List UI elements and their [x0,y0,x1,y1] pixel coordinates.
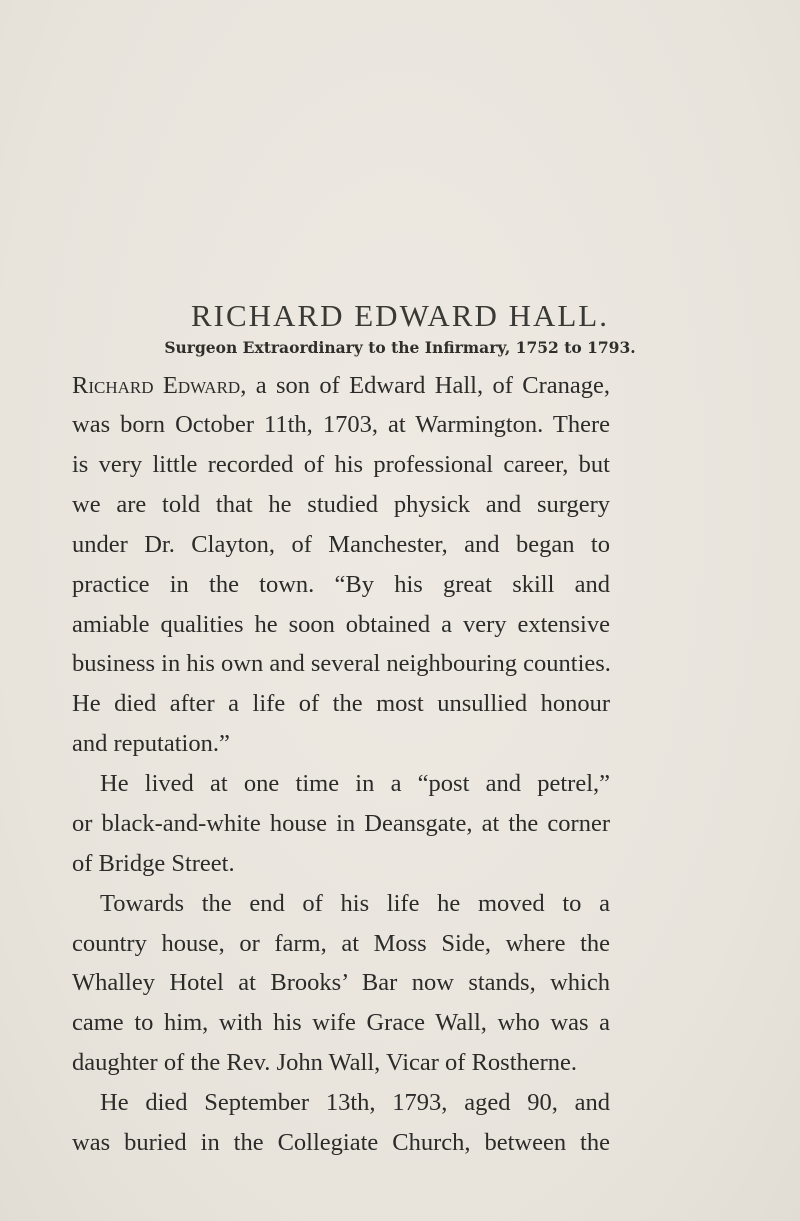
text-line: business in his own and several neighbouring counties. [72,650,611,677]
text-line: He lived at one time in a “post and petrel,” [100,770,610,797]
text-line: country house, or farm, at Moss Side, where the [72,930,610,957]
page-title: RICHARD EDWARD HALL. [190,298,609,333]
text-line: Whalley Hotel at Brooks’ Bar now stands, which [72,969,610,996]
text-line: was born October 11th, 1703, at Warmington. There [72,411,610,438]
text-line: amiable qualities he soon obtained a very extensive [72,611,610,638]
lead-name: Richard Edward, [72,372,247,399]
text-line: Towards the end of his life he moved to a [100,890,610,917]
text-line: daughter of the Rev. John Wall, Vicar of Rostherne. [72,1049,578,1076]
text-line: was buried in the Collegiate Church, between the [72,1129,610,1156]
text-line: of Bridge Street. [72,850,235,877]
text-line [72,371,610,401]
text-line: is very little recorded of his professional career, but [72,451,610,478]
text-line: He died after a life of the most unsullied honour [72,690,610,717]
text-line: we are told that he studied physick and surgery [72,491,610,518]
text-line: and reputation.” [72,730,230,757]
text-line: under Dr. Clayton, of Manchester, and began to [72,531,610,558]
text-line: practice in the town. “By his great skill and [72,571,610,598]
text-line: came to him, with his wife Grace Wall, who was a [72,1009,610,1036]
page-subtitle: Surgeon Extraordinary to the Infirmary, 1752 to 1793. [164,338,636,357]
text-line: or black-and-white house in Deansgate, at the corner [72,810,610,837]
text-line-content: a son of Edward Hall, of Cranage, [246,372,610,399]
text-line: He died September 13th, 1793, aged 90, and [100,1089,610,1116]
